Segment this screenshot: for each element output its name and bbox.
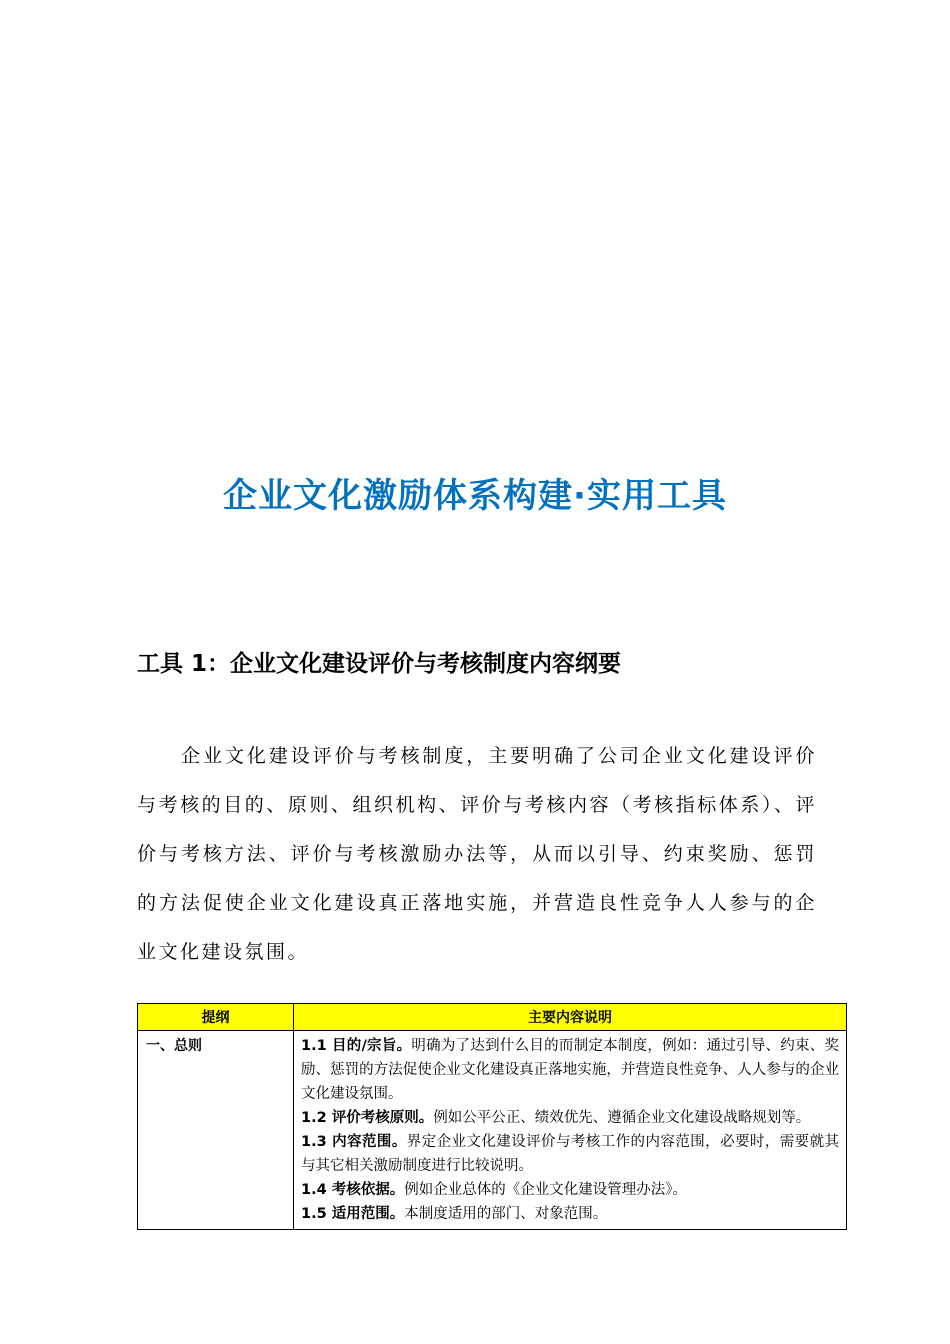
item-text: 本制度适用的部门、对象范围。 — [404, 1206, 608, 1222]
item-heading: 1.1 目的/宗旨。 — [301, 1038, 412, 1054]
content-item — [301, 1034, 839, 1106]
table-row — [138, 1031, 847, 1230]
header-outline: 提纲 — [138, 1004, 294, 1031]
table-header-row — [138, 1004, 847, 1031]
tool-heading: 工具 1：企业文化建设评价与考核制度内容纲要 — [137, 651, 622, 677]
content-item — [301, 1178, 839, 1202]
item-text: 界定企业文化建设评价与考核工作的内容范围，必要时，需要就其与其它相关激励制度进行比较说明。 — [301, 1134, 840, 1174]
intro-paragraph: 企业文化建设评价与考核制度，主要明确了公司企业文化建设评价与考核的目的、原则、组织机构、评价与考核内容（考核指标体系）、评价与考核方法、评价与考核激励办法等，从而以引导、约束奖励、惩罚的方法促使企业文化建设真正落地实施，并营造良性竞争人人参与的企业文化建设氛围。 — [137, 745, 817, 963]
item-text: 明确为了达到什么目的而制定本制度，例如：通过引导、约束、奖励、惩罚的方法促使企业文化建设真正落地实施，并营造良性竞争、人人参与的企业文化建设氛围。 — [301, 1038, 840, 1102]
item-heading: 1.4 考核依据。 — [301, 1182, 405, 1198]
content-item — [301, 1202, 839, 1226]
document-title: 企业文化激励体系构建·实用工具 — [223, 476, 727, 516]
section-label: 一、总则 — [138, 1031, 294, 1230]
content-item — [301, 1130, 839, 1178]
item-heading: 1.2 评价考核原则。 — [301, 1110, 434, 1126]
item-text: 例如公平公正、绩效优先、遵循企业文化建设战略规划等。 — [433, 1110, 811, 1126]
section-content — [294, 1031, 847, 1230]
item-heading: 1.5 适用范围。 — [301, 1206, 405, 1222]
item-heading: 1.3 内容范围。 — [301, 1134, 407, 1150]
outline-table — [137, 1003, 847, 1230]
item-text: 例如企业总体的《企业文化建设管理办法》。 — [404, 1182, 687, 1198]
content-item — [301, 1106, 839, 1130]
header-description: 主要内容说明 — [294, 1004, 847, 1031]
